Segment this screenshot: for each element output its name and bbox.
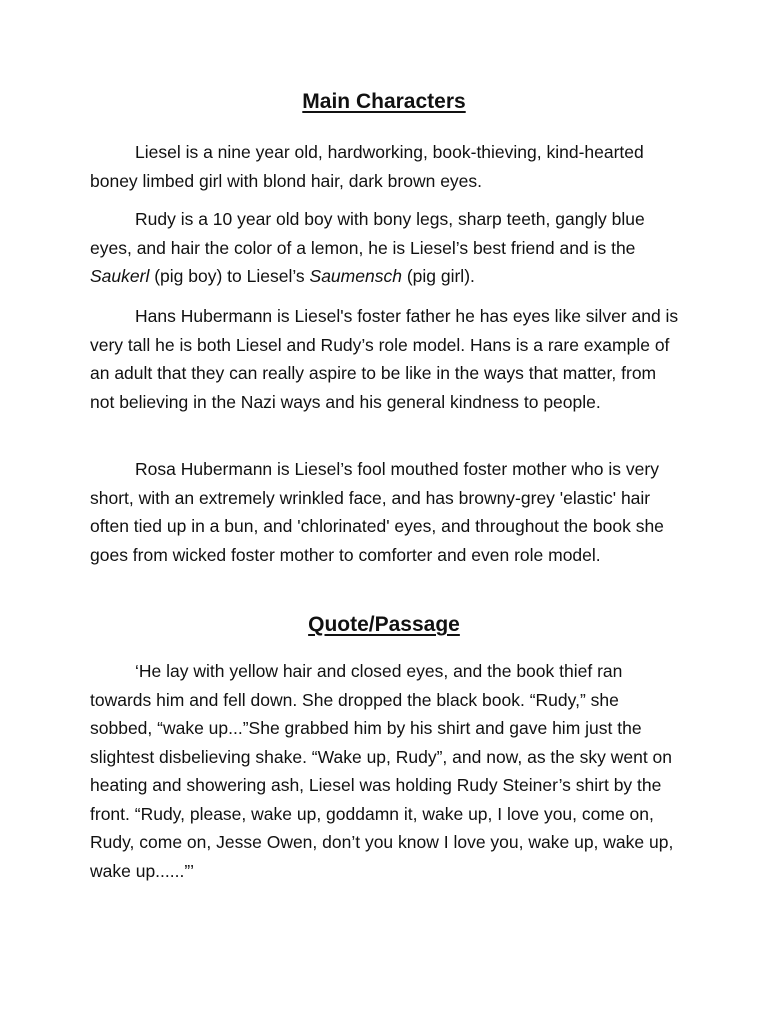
- rudy-text-part2: (pig boy) to Liesel’s: [149, 266, 310, 286]
- hans-paragraph: Hans Hubermann is Liesel's foster father he has eyes like silver and is very tall he is both Liesel and Rudy’s role model. Hans is a rare example of an adult that they can really aspire to be like in the ways that matter, from not believing in the Nazi ways and his general kindness to people.: [90, 306, 679, 412]
- rudy-paragraph: [90, 205, 680, 291]
- main-characters-heading: Main Characters: [302, 90, 466, 113]
- saukerl-term: Saukerl: [90, 266, 150, 286]
- quote-passage-heading: Quote/Passage: [308, 613, 460, 636]
- rosa-paragraph: Rosa Hubermann is Liesel’s fool mouthed foster mother who is very short, with an extremely wrinkled face, and has browny-grey 'elastic' hair often tied up in a bun, and 'chlorinated' eyes, and throughout the book she goes from wicked foster mother to comforter and even role model.: [90, 459, 664, 565]
- rudy-text-part3: (pig girl).: [401, 266, 475, 286]
- saumensch-term: Saumensch: [309, 266, 402, 286]
- liesel-paragraph: Liesel is a nine year old, hardworking, book-thieving, kind-hearted boney limbed girl with blond hair, dark brown eyes.: [90, 142, 644, 191]
- quote-paragraph: ‘He lay with yellow hair and closed eyes, and the book thief ran towards him and fell down. She dropped the black book. “Rudy,” she sobbed, “wake up...”She grabbed him by his shirt and gave him just the slightest disbelieving shake. “Wake up, Rudy”, and now, as the sky went on heating and showering ash, Liesel was holding Rudy Steiner’s shirt by the front. “Rudy, please, wake up, goddamn it, wake up, I love you, come on, Rudy, come on, Jesse Owen, don’t you know I love you, wake up, wake up, wake up......”’: [90, 661, 674, 881]
- rudy-text-part1: Rudy is a 10 year old boy with bony legs, sharp teeth, gangly blue eyes, and hair the color of a lemon, he is Liesel’s best friend and is the: [90, 209, 645, 258]
